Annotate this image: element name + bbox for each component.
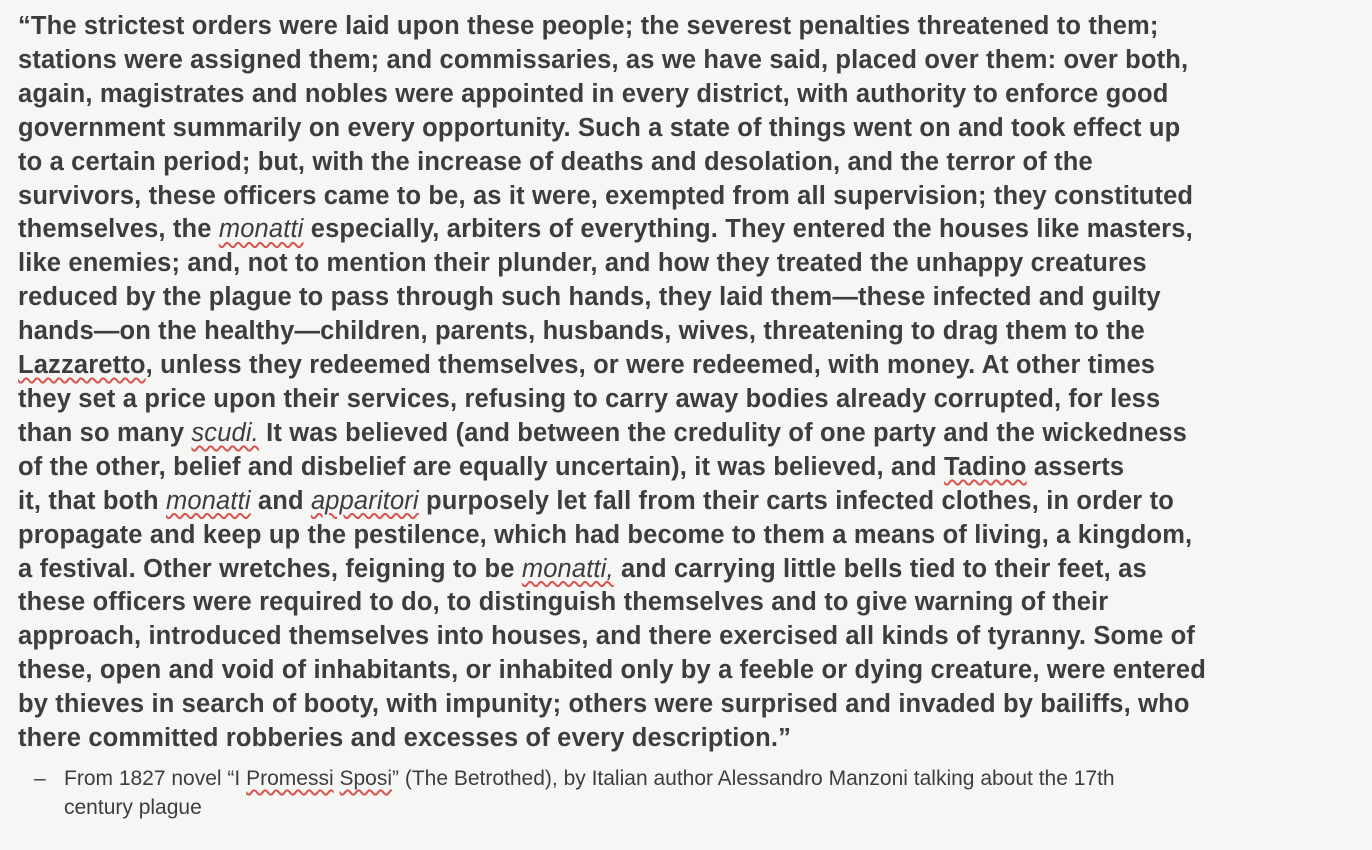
misspelled-word[interactable]: scudi.: [191, 418, 259, 447]
quote-line: these, open and void of inhabitants, or inhabited only by a feeble or dying creature, were entered: [18, 656, 1206, 685]
text-run: From 1827 novel “I: [64, 767, 247, 790]
quote-line: these officers were required to do, to distinguish themselves and to give warning of their: [18, 588, 1109, 617]
misspelled-word[interactable]: monatti,: [521, 554, 614, 583]
misspelled-word[interactable]: Lazzaretto: [18, 351, 146, 380]
quote-line: there committed robberies and excesses of every description.”: [18, 724, 792, 753]
text-run: especially, arbiters of everything. They entered the houses like masters,: [303, 215, 1193, 244]
text-run: themselves, the: [18, 215, 219, 244]
quote-line: they set a price upon their services, refusing to carry away bodies already corrupted, for less: [18, 384, 1161, 413]
quote-line: by thieves in search of booty, with impunity; others were surprised and invaded by bailiffs, who: [18, 690, 1190, 719]
misspelled-word[interactable]: monatti: [165, 486, 251, 515]
misspelled-word[interactable]: Promessi: [246, 767, 334, 790]
quote-line: survivors, these officers came to be, as it were, exempted from all supervision; they constituted: [18, 181, 1194, 210]
quote-line: reduced by the plague to pass through such hands, they laid them—these infected and guilty: [18, 283, 1161, 312]
text-run: of the other, belief and disbelief are equally uncertain), it was believed, and: [18, 452, 944, 481]
quote-line: [18, 213, 1363, 247]
attribution-line: [64, 764, 1354, 793]
quote-line: [18, 349, 1363, 383]
list-dash: –: [34, 767, 46, 790]
text-run: it, that both: [18, 486, 166, 515]
text-run: It was believed (and between the credulity of one party and the wickedness: [258, 418, 1187, 447]
attribution-text: [34, 764, 1354, 822]
text-run: , unless they redeemed themselves, or were redeemed, with money. At other times: [145, 351, 1156, 380]
quote-line: “The strictest orders were laid upon these people; the severest penalties threatened to them;: [18, 12, 1159, 40]
quote-line: government summarily on every opportunity. Such a state of things went on and took effect up: [18, 113, 1181, 142]
quote-line: approach, introduced themselves into houses, and there exercised all kinds of tyranny. Some of: [18, 622, 1196, 651]
text-run: purposely let fall from their carts infected clothes, in order to: [418, 486, 1174, 515]
quote-line: like enemies; and, not to mention their plunder, and how they treated the unhappy creatures: [18, 249, 1147, 278]
attribution-line: century plague: [64, 796, 202, 819]
text-run: than so many: [18, 418, 192, 447]
quote-line: stations were assigned them; and commissaries, as we have said, placed over them: over both,: [18, 45, 1189, 74]
quote-line: [18, 451, 1363, 485]
misspelled-word[interactable]: apparitori: [310, 486, 419, 515]
text-run: and carrying little bells tied to their feet, as: [613, 554, 1147, 583]
quote-paragraph[interactable]: [18, 10, 1363, 756]
text-run: a festival. Other wretches, feigning to be: [18, 554, 522, 583]
misspelled-word[interactable]: monatti: [218, 215, 304, 244]
quote-line: [18, 485, 1363, 519]
quote-line: propagate and keep up the pestilence, which had become to them a means of living, a kingdom,: [18, 520, 1193, 549]
text-run: asserts: [1026, 452, 1125, 481]
quote-line: to a certain period; but, with the increase of deaths and desolation, and the terror of the: [18, 147, 1093, 176]
quote-line: [18, 553, 1363, 587]
text-run: ” (The Betrothed), by Italian author Alessandro Manzoni talking about the 17th: [392, 767, 1115, 790]
quote-line: again, magistrates and nobles were appointed in every district, with authority to enforce good: [18, 79, 1169, 108]
misspelled-word[interactable]: Sposi: [339, 767, 392, 790]
text-run: and: [250, 486, 311, 515]
quote-line: [18, 417, 1363, 451]
misspelled-word[interactable]: Tadino: [943, 452, 1027, 481]
attribution-list-item[interactable]: [34, 764, 1354, 822]
quote-line: hands—on the healthy—children, parents, husbands, wives, threatening to drag them to the: [18, 317, 1145, 346]
